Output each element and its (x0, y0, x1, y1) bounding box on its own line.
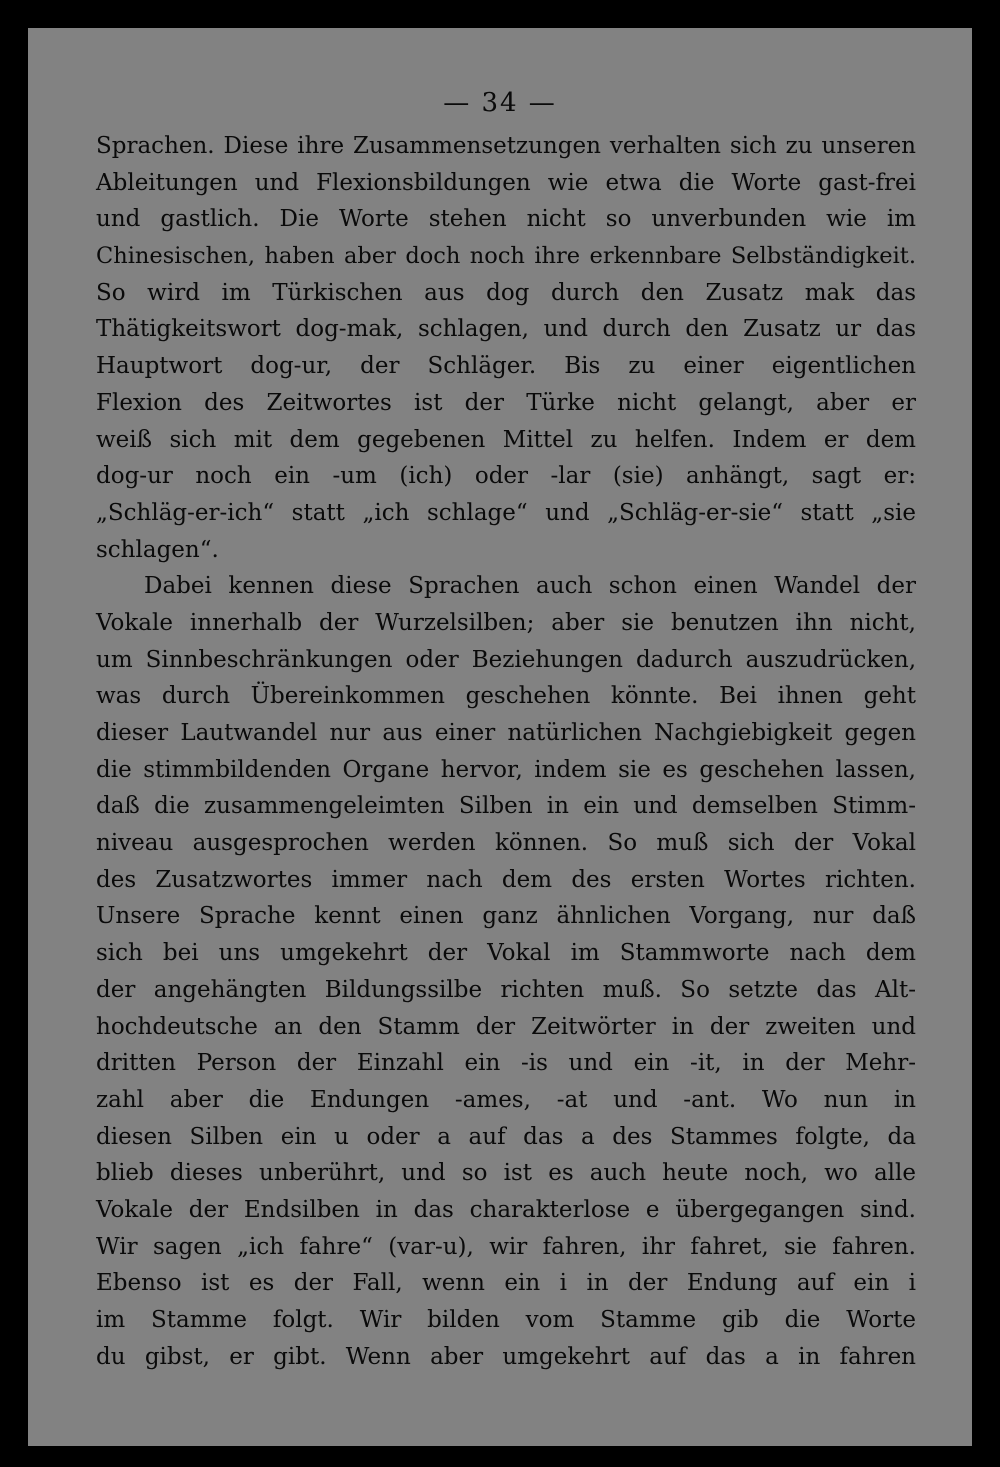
text-line: der angehängten Bildungssilbe richten muß. So setzte das Alt- (96, 976, 916, 1003)
text-line: und gastlich. Die Worte stehen nicht so unverbunden wie im (96, 206, 916, 233)
text-line: Unsere Sprache kennt einen ganz ähnlichen Vorgang, nur daß (96, 903, 916, 930)
text-line: „Schläg-er-ich“ statt „ich schlage“ und „Schläg-er-sie“ statt „sie (96, 499, 916, 526)
text-line: Flexion des Zeitwortes ist der Türke nicht gelangt, aber er (96, 389, 916, 416)
text-line: Vokale der Endsilben in das charakterlose e übergegangen sind. (96, 1196, 916, 1223)
text-line: um Sinnbeschränkungen oder Beziehungen dadurch auszudrücken, (96, 646, 916, 673)
text-line: Chinesischen, haben aber doch noch ihre erkennbare Selbständigkeit. (96, 243, 916, 270)
text-line: zahl aber die Endungen -ames, -at und -ant. Wo nun in (96, 1086, 916, 1113)
text-line: was durch Übereinkommen geschehen könnte. Bei ihnen geht (96, 683, 916, 710)
text-line: hochdeutsche an den Stamm der Zeitwörter in der zweiten und (96, 1013, 916, 1040)
text-line: du gibst, er gibt. Wenn aber umgekehrt auf das a in fahren (96, 1343, 916, 1370)
text-line: Thätigkeitswort dog-mak, schlagen, und durch den Zusatz ur das (96, 316, 916, 343)
text-line: Ableitungen und Flexionsbildungen wie etwa die Worte gast-frei (96, 169, 916, 196)
text-line: diesen Silben ein u oder a auf das a des Stammes folgte, da (96, 1123, 916, 1150)
text-line: des Zusatzwortes immer nach dem des ersten Wortes richten. (96, 866, 916, 893)
text-line: niveau ausgesprochen werden können. So muß sich der Vokal (96, 830, 916, 857)
text-line: dog-ur noch ein -um (ich) oder -lar (sie) anhängt, sagt er: (96, 463, 916, 490)
text-line: im Stamme folgt. Wir bilden vom Stamme gib die Worte (96, 1307, 916, 1333)
text-line: dieser Lautwandel nur aus einer natürlichen Nachgiebigkeit gegen (96, 720, 916, 746)
page-number: — 34 — (443, 88, 557, 118)
text-line: daß die zusammengeleimten Silben in ein und demselben Stimm- (96, 793, 916, 820)
text-line: Dabei kennen diese Sprachen auch schon einen Wandel der (144, 573, 916, 600)
text-line: Hauptwort dog-ur, der Schläger. Bis zu einer eigentlichen (96, 353, 916, 380)
text-line: die stimmbildenden Organe hervor, indem sie es geschehen lassen, (96, 756, 916, 783)
text-line: sich bei uns umgekehrt der Vokal im Stammworte nach dem (96, 940, 916, 967)
text-line: Sprachen. Diese ihre Zusammensetzungen verhalten sich zu unseren (96, 133, 916, 159)
text-line: Ebenso ist es der Fall, wenn ein i in der Endung auf ein i (96, 1270, 916, 1297)
body-text (96, 128, 916, 1375)
text-line: weiß sich mit dem gegebenen Mittel zu helfen. Indem er dem (96, 426, 916, 453)
text-line: dritten Person der Einzahl ein -is und ein -it, in der Mehr- (96, 1050, 916, 1077)
text-line: Wir sagen „ich fahre“ (var-u), wir fahren, ihr fahret, sie fahren. (96, 1233, 916, 1260)
text-line: blieb dieses unberührt, und so ist es auch heute noch, wo alle (96, 1160, 916, 1187)
book-page (28, 28, 972, 1446)
text-line: So wird im Türkischen aus dog durch den Zusatz mak das (96, 279, 916, 306)
text-line: Vokale innerhalb der Wurzelsilben; aber sie benutzen ihn nicht, (96, 609, 916, 636)
text-line: schlagen“. (96, 536, 219, 563)
